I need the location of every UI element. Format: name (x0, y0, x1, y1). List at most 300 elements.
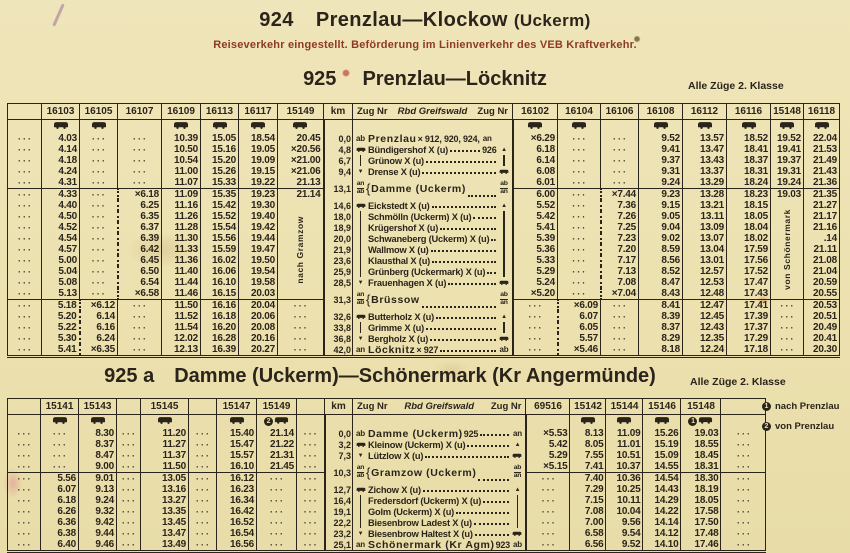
no-service-dots: ··· (8, 255, 42, 266)
bus-icon (511, 528, 524, 539)
km-cell: 28,5 (324, 277, 353, 288)
vertical-route-note-text: von Schönermark (782, 209, 792, 290)
time-cell: ×21.06 (278, 166, 324, 177)
time-cell: 11.26 (162, 211, 201, 222)
time-cell: 17.29 (727, 333, 771, 344)
blank-icon-cell (353, 415, 526, 429)
station-entry (354, 528, 524, 539)
km-header: km (325, 399, 353, 415)
no-service-dots: ··· (117, 539, 141, 552)
time-cell: 6.00 (513, 189, 558, 201)
circled-2-icon: 2 (762, 422, 771, 431)
column-icon-cell (278, 120, 324, 134)
time-cell: 19.42 (239, 222, 278, 233)
no-service-dots: ··· (118, 322, 162, 333)
time-cell: 10.36 (606, 473, 643, 485)
time-cell: 4.40 (42, 200, 80, 211)
no-service-dots: ··· (80, 133, 118, 144)
no-service-dots: ··· (721, 473, 766, 485)
time-cell: 10.39 (162, 133, 201, 144)
no-service-dots: ··· (558, 266, 601, 277)
time-cell: 4.14 (42, 144, 80, 155)
station-name: Frauenhagen X (u) (368, 277, 447, 288)
no-service-dots: ··· (8, 277, 42, 288)
blank-icon-cell (117, 415, 141, 429)
time-cell: 8.18 (639, 344, 683, 357)
time-cell: 15.19 (643, 439, 681, 450)
time-cell: 6.07 (41, 484, 79, 495)
time-cell: ×6.09 (558, 300, 601, 312)
no-service-dots: ··· (601, 155, 639, 166)
time-cell: 6.07 (558, 311, 601, 322)
station-name: Drense X (u) (368, 166, 421, 177)
blank-icon-cell (601, 120, 639, 134)
train-number-header: 16102 (513, 104, 558, 120)
station-cell (353, 255, 513, 266)
time-cell: 17.48 (681, 528, 721, 539)
time-cell: 10.50 (162, 144, 201, 155)
no-service-dots: ··· (80, 266, 118, 277)
time-cell: 17.39 (727, 311, 771, 322)
station-marker (354, 244, 367, 255)
zug-nr-right: Zug Nr (477, 105, 508, 117)
no-service-dots: ··· (118, 144, 162, 155)
time-cell: 11.44 (162, 277, 201, 288)
no-service-dots: ··· (721, 528, 766, 539)
no-service-dots: ··· (41, 428, 79, 439)
time-cell: 11.50 (141, 461, 189, 473)
dotted-leader (483, 501, 509, 503)
no-service-dots: ··· (118, 344, 162, 357)
time-cell: 4.03 (42, 133, 80, 144)
train-number-header: 15145 (141, 399, 189, 415)
time-cell: 13.45 (141, 517, 189, 528)
km-cell: 10,3 (325, 461, 353, 484)
time-cell: 7.41 (570, 461, 606, 473)
time-cell: 21.53 (804, 144, 840, 155)
time-cell: ×5.20 (513, 288, 558, 300)
no-service-dots: ··· (8, 166, 42, 177)
station-cell (353, 133, 513, 144)
time-cell: 19.23 (239, 189, 278, 201)
column-icon-cell (42, 120, 80, 134)
arrow-down-icon: ▼ (357, 168, 364, 175)
column-icon-cell (513, 120, 558, 134)
time-cell: 16.42 (217, 506, 257, 517)
route-line (517, 495, 518, 506)
time-cell: 13.37 (683, 166, 727, 177)
time-cell: 5.04 (42, 266, 80, 277)
time-cell: 13.01 (683, 255, 727, 266)
time-cell: 21.08 (804, 255, 840, 266)
station-cell (353, 517, 526, 528)
time-cell: 20.30 (804, 344, 840, 357)
time-cell: 21.13 (278, 177, 324, 189)
train-number-header: 16108 (639, 104, 683, 120)
time-cell: 7.40 (570, 473, 606, 485)
time-cell: 11.27 (141, 439, 189, 450)
station-marker (511, 495, 524, 506)
station-marker (498, 233, 511, 244)
column-icon-cell (727, 120, 771, 134)
no-service-dots: ··· (721, 539, 766, 552)
train-number-header: 15146 (643, 399, 681, 415)
station-row (8, 439, 766, 450)
station-cell (353, 200, 513, 211)
route-line (360, 244, 361, 255)
no-service-dots: ··· (601, 344, 639, 357)
time-cell: 15.56 (201, 233, 239, 244)
no-service-dots: ··· (8, 155, 42, 166)
no-service-dots: ··· (297, 473, 325, 485)
station-marker (354, 211, 367, 222)
station-entry (354, 484, 524, 495)
time-cell: 12.57 (683, 266, 727, 277)
no-service-dots: ··· (8, 200, 42, 211)
no-service-dots: ··· (118, 166, 162, 177)
station-entry (354, 311, 511, 322)
arr-dep-label: ab (356, 428, 365, 438)
time-cell: 5.39 (513, 233, 558, 244)
time-cell: 11.54 (162, 322, 201, 333)
train-number-header: 16118 (804, 104, 840, 120)
km-cell: 0,0 (324, 133, 353, 144)
station-marker (498, 244, 511, 255)
time-cell: 19.52 (771, 133, 804, 144)
time-cell: 20.06 (239, 311, 278, 322)
station-row (8, 461, 766, 473)
time-cell: 10.37 (606, 461, 643, 473)
route-924-region: (Uckerm) (513, 11, 591, 30)
km-cell: 33,8 (324, 322, 353, 333)
no-service-dots: ··· (8, 300, 42, 312)
time-cell: 13.05 (141, 473, 189, 485)
no-service-dots: ··· (526, 517, 570, 528)
time-cell: 7.13 (601, 266, 639, 277)
station-name: Fredersdorf (Uckerm) X (u) (368, 495, 482, 506)
station-row (8, 450, 766, 461)
no-service-dots: ··· (526, 528, 570, 539)
no-service-dots: ··· (513, 344, 558, 357)
no-service-dots: ··· (80, 189, 118, 201)
column-icon-cell (683, 120, 727, 134)
column-icon-cell (239, 120, 278, 134)
station-name: Klausthal X (u) (368, 255, 431, 266)
bus-icon (157, 416, 173, 427)
km-cell: 16,4 (325, 495, 353, 506)
no-service-dots: ··· (278, 311, 324, 322)
route-line (503, 255, 504, 266)
time-cell: 5.00 (42, 255, 80, 266)
column-icon-cell (643, 415, 681, 429)
time-cell: 15.42 (201, 200, 239, 211)
km-cell: 4,8 (324, 144, 353, 155)
time-cell: 6.58 (570, 528, 606, 539)
arr-dep-label: an (356, 344, 365, 354)
footnote-1-text: nach Prenzlau (775, 401, 840, 412)
time-cell: 19.22 (239, 177, 278, 189)
time-cell: 13.11 (683, 211, 727, 222)
time-cell: 13.21 (683, 200, 727, 211)
no-service-dots: ··· (721, 428, 766, 439)
station-row (8, 244, 840, 255)
no-service-dots: ··· (297, 517, 325, 528)
zug-nr-left: Zug Nr (357, 105, 388, 117)
time-cell: 9.04 (639, 222, 683, 233)
station-name: Eickstedt X (u) (368, 200, 430, 211)
no-service-dots: ··· (601, 144, 639, 155)
station-entry (354, 166, 511, 177)
dotted-leader (426, 328, 496, 330)
km-cell: 0,0 (325, 428, 353, 439)
time-cell: 17.52 (727, 266, 771, 277)
no-service-dots: ··· (189, 495, 217, 506)
route-line (360, 255, 361, 266)
dotted-leader (425, 456, 509, 458)
no-service-dots: ··· (526, 473, 570, 485)
station-entry (354, 255, 511, 266)
time-cell: 14.29 (643, 495, 681, 506)
no-service-dots: ··· (297, 484, 325, 495)
no-service-dots: ··· (8, 450, 41, 461)
time-cell: 13.04 (683, 244, 727, 255)
no-service-dots: ··· (189, 450, 217, 461)
station-entry (354, 495, 524, 506)
no-service-dots: ··· (80, 288, 118, 300)
time-cell: 13.35 (141, 506, 189, 517)
dotted-leader (491, 239, 495, 241)
time-cell: 5.29 (513, 266, 558, 277)
km-cell: 12,7 (325, 484, 353, 495)
time-cell: 9.32 (79, 506, 117, 517)
time-cell: 5.57 (558, 333, 601, 344)
time-cell: 10.04 (606, 506, 643, 517)
time-cell: 8.41 (639, 300, 683, 312)
bus-icon (354, 439, 367, 450)
time-cell: 6.42 (118, 244, 162, 255)
no-service-dots: ··· (297, 461, 325, 473)
km-cell: 18,9 (324, 222, 353, 233)
bus-icon (354, 311, 367, 322)
station-cell (353, 177, 513, 200)
time-cell: 11.50 (162, 300, 201, 312)
no-service-dots: ··· (80, 233, 118, 244)
station-entry (354, 200, 511, 211)
time-cell: 19.37 (771, 155, 804, 166)
no-service-dots: ··· (189, 484, 217, 495)
time-cell: 19.30 (239, 200, 278, 211)
station-row (8, 333, 840, 344)
time-cell: 21.14 (278, 189, 324, 201)
route-line (360, 506, 361, 517)
time-cell: 19.03 (681, 428, 721, 439)
icon-row (8, 120, 840, 134)
no-service-dots: ··· (771, 322, 804, 333)
time-cell: 6.50 (118, 266, 162, 277)
train-number-header: 16109 (162, 104, 201, 120)
time-cell: 19.41 (771, 144, 804, 155)
station-row (8, 233, 840, 244)
no-service-dots: ··· (558, 177, 601, 189)
arr-dep-label: ab (499, 344, 509, 354)
time-cell: 14.14 (643, 517, 681, 528)
time-cell: ×6.35 (80, 344, 118, 357)
station-entry (354, 288, 511, 311)
no-service-dots: ··· (558, 155, 601, 166)
time-cell: 18.31 (727, 166, 771, 177)
time-cell: 6.01 (513, 177, 558, 189)
station-row (8, 517, 766, 528)
time-cell: 19.47 (239, 244, 278, 255)
no-service-dots: ··· (41, 450, 79, 461)
route-line (503, 222, 504, 233)
column-icon-cell (771, 120, 804, 134)
no-service-dots: ··· (601, 322, 639, 333)
time-cell: 6.05 (558, 322, 601, 333)
time-cell: 15.33 (201, 177, 239, 189)
time-cell: 6.36 (41, 517, 79, 528)
time-cell: 5.18 (42, 300, 80, 312)
time-cell: 9.41 (639, 144, 683, 155)
time-cell: 16.16 (201, 300, 239, 312)
station-name: Biesenbrow Ladest X (u) (368, 517, 472, 528)
route-line (360, 322, 361, 333)
bus-icon (741, 121, 757, 132)
table-reference: 926 (482, 144, 497, 155)
time-cell: 21.22 (257, 439, 297, 450)
station-row (8, 133, 840, 144)
time-cell: 11.36 (162, 255, 201, 266)
time-cell: 12.48 (683, 288, 727, 300)
no-service-dots: ··· (117, 528, 141, 539)
station-marker (498, 255, 511, 266)
no-service-dots: ··· (189, 539, 217, 552)
no-service-dots: ··· (8, 484, 41, 495)
no-service-dots: ··· (297, 539, 325, 552)
train-number-header: 15143 (79, 399, 117, 415)
arr-dep-label: an (356, 539, 365, 549)
rbd-greifswald-label: Rbd Greifswald (404, 400, 475, 412)
time-cell: 7.00 (570, 517, 606, 528)
no-service-dots: ··· (118, 133, 162, 144)
time-cell: 12.45 (683, 311, 727, 322)
route-line (360, 222, 361, 233)
no-service-dots: ··· (721, 484, 766, 495)
no-service-dots: ··· (257, 506, 297, 517)
station-cell (353, 277, 513, 288)
blank-header (189, 399, 217, 415)
time-cell: 13.49 (141, 539, 189, 552)
bus-icon (52, 416, 68, 427)
arrow-up-icon: ▲ (501, 313, 507, 320)
time-cell: 17.41 (727, 300, 771, 312)
station-name: Butterholz X (u) (368, 311, 435, 322)
train-number-header: 16113 (201, 104, 239, 120)
station-row (8, 277, 840, 288)
time-cell: 14.12 (643, 528, 681, 539)
time-cell: 21.31 (257, 450, 297, 461)
no-service-dots: ··· (80, 166, 118, 177)
column-icon-cell (570, 415, 606, 429)
time-cell: 12.35 (683, 333, 727, 344)
time-cell: 7.36 (601, 200, 639, 211)
station-entry (354, 506, 524, 517)
time-cell: ×6.18 (118, 189, 162, 201)
time-cell: 12.43 (683, 322, 727, 333)
time-cell: 16.06 (201, 266, 239, 277)
time-cell: 4.50 (42, 211, 80, 222)
arrow-down-icon: ▼ (357, 335, 364, 342)
time-cell: 12.47 (683, 300, 727, 312)
time-cell: 11.40 (162, 266, 201, 277)
station-name: Gramzow (Uckerm) (371, 466, 477, 479)
station-name: Grünberg (Uckermark) X (u) (368, 266, 486, 277)
time-cell: 15.57 (217, 450, 257, 461)
arr-dep-stack: ab an (500, 180, 508, 195)
station-row (8, 200, 840, 211)
station-cell (353, 450, 526, 461)
station-cell (353, 222, 513, 233)
no-service-dots: ··· (80, 177, 118, 189)
time-cell: 11.33 (162, 244, 201, 255)
time-cell: 17.43 (727, 288, 771, 300)
time-cell: 10.54 (162, 155, 201, 166)
time-cell: 7.20 (601, 244, 639, 255)
column-icon-cell (201, 120, 239, 134)
time-cell: 8.47 (79, 450, 117, 461)
no-service-dots: ··· (601, 311, 639, 322)
time-cell: 9.46 (79, 539, 117, 552)
station-name: Schönermark (Kr Agm) (368, 539, 495, 550)
time-cell: 6.24 (80, 333, 118, 344)
time-cell: ×6.12 (80, 300, 118, 312)
no-service-dots: ··· (8, 539, 41, 552)
no-service-dots: ··· (118, 333, 162, 344)
dotted-leader (422, 306, 496, 308)
vertical-route-note-text: nach Gramzow (295, 215, 306, 284)
no-service-dots: ··· (558, 255, 601, 266)
route-924-title: Prenzlau—Klockow (315, 9, 508, 31)
train-number-header: 15149 (257, 399, 297, 415)
bus-icon (498, 277, 511, 288)
bus-icon (173, 121, 189, 132)
no-service-dots: ··· (558, 133, 601, 144)
column-icon-cell (681, 415, 721, 429)
no-service-dots: ··· (721, 506, 766, 517)
no-service-dots: ··· (189, 528, 217, 539)
no-service-dots: ··· (257, 517, 297, 528)
no-service-dots: ··· (601, 333, 639, 344)
column-icon-cell (558, 120, 601, 134)
bus-icon (653, 121, 669, 132)
station-entry (354, 439, 524, 450)
no-service-dots: ··· (8, 428, 41, 439)
time-cell: 7.17 (601, 255, 639, 266)
time-cell: 18.37 (727, 155, 771, 166)
rbd-greifswald-label: Rbd Greifswald (397, 105, 468, 117)
no-service-dots: ··· (257, 473, 297, 485)
no-service-dots: ··· (117, 473, 141, 485)
time-cell: 8.30 (79, 428, 117, 439)
station-name: Wallmow X (u) (368, 244, 429, 255)
blank-header (8, 399, 41, 415)
train-number-header: 69516 (526, 399, 570, 415)
km-cell: 20,0 (324, 233, 353, 244)
time-cell: 6.54 (118, 277, 162, 288)
time-cell: 18.30 (681, 473, 721, 485)
time-cell: 6.56 (570, 539, 606, 552)
station-name: Bergholz X (u) (368, 333, 429, 344)
